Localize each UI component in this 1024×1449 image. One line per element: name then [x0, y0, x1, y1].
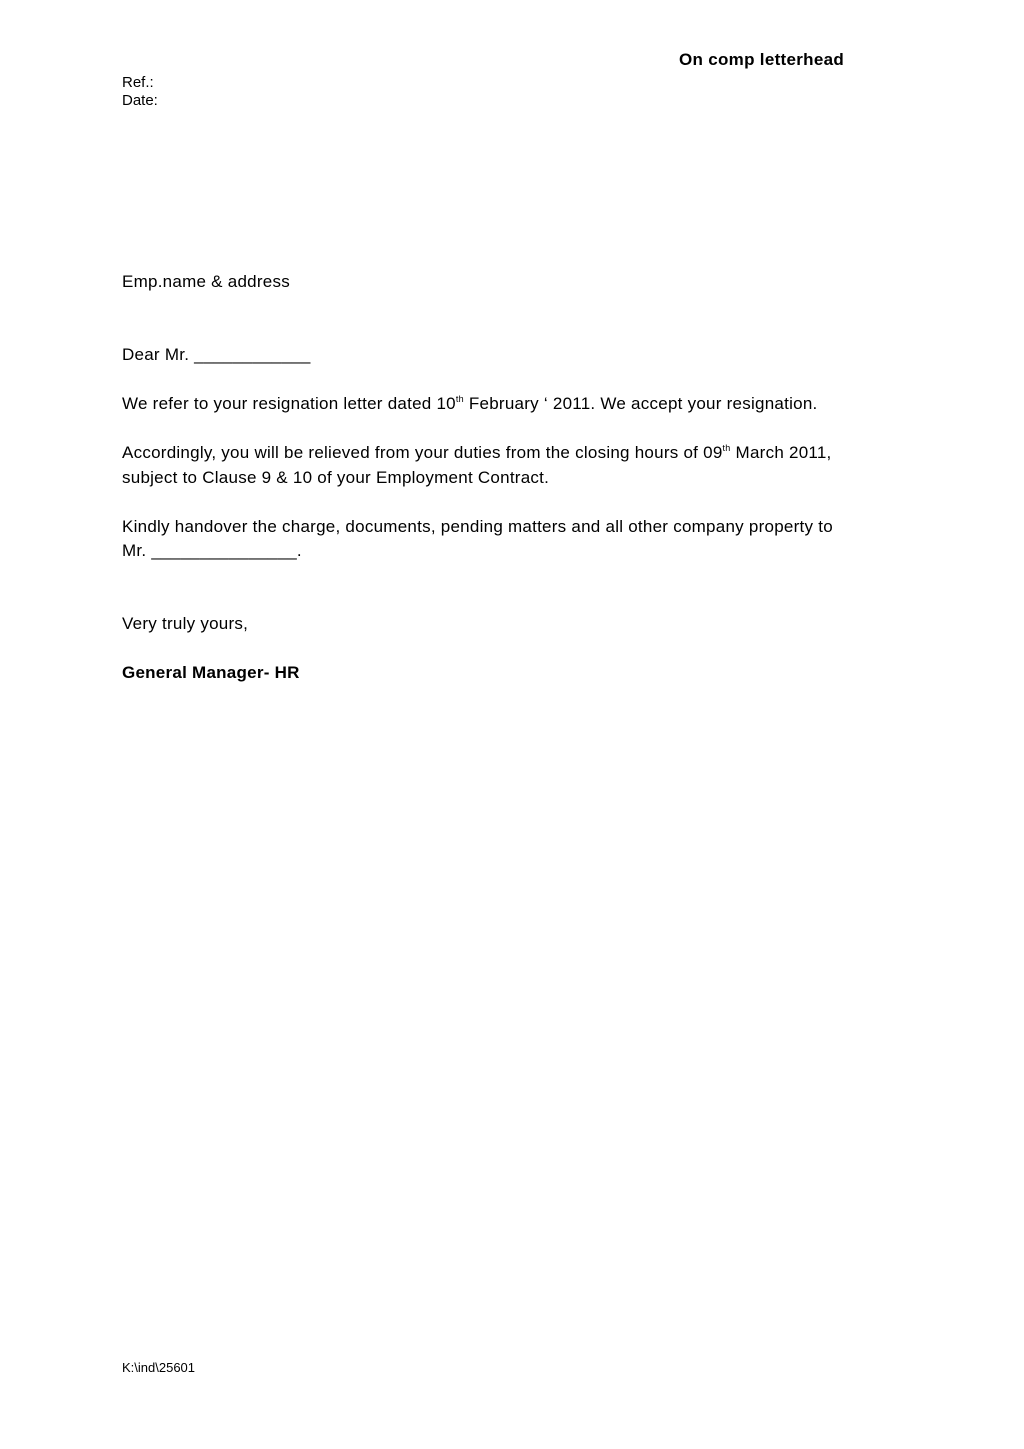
footer-file-path: K:\ind\25601 [122, 1360, 196, 1375]
paragraph2-ordinal-suffix: th [722, 443, 731, 453]
paragraph2-text-start: Accordingly, you will be relieved from your duties from the closing hours of 09 [122, 443, 723, 462]
closing: Very truly yours, [122, 614, 249, 633]
paragraph2-text-end: March 2011, [730, 443, 832, 462]
paragraph-handover-line2: Mr. _______________. [122, 541, 302, 560]
paragraph1-text-end: February ‘ 2011. We accept your resignation. [463, 394, 818, 413]
salutation: Dear Mr. ____________ [122, 345, 311, 364]
ref-label: Ref.: [122, 74, 154, 91]
paragraph1-text-start: We refer to your resignation letter dated 10 [122, 394, 456, 413]
letterhead-note: On comp letterhead [679, 50, 845, 69]
date-label: Date: [122, 92, 158, 109]
paragraph1-ordinal-suffix: th [455, 394, 464, 404]
paragraph-relieving-line2: subject to Clause 9 & 10 of your Employment Contract. [122, 468, 550, 487]
paragraph-relieving-line1 [122, 443, 832, 463]
paragraph-resignation-reference [122, 394, 818, 414]
paragraph-handover-line1: Kindly handover the charge, documents, pending matters and all other company property to [122, 517, 833, 536]
recipient-placeholder: Emp.name & address [122, 272, 290, 291]
signatory-title: General Manager- HR [122, 663, 300, 682]
